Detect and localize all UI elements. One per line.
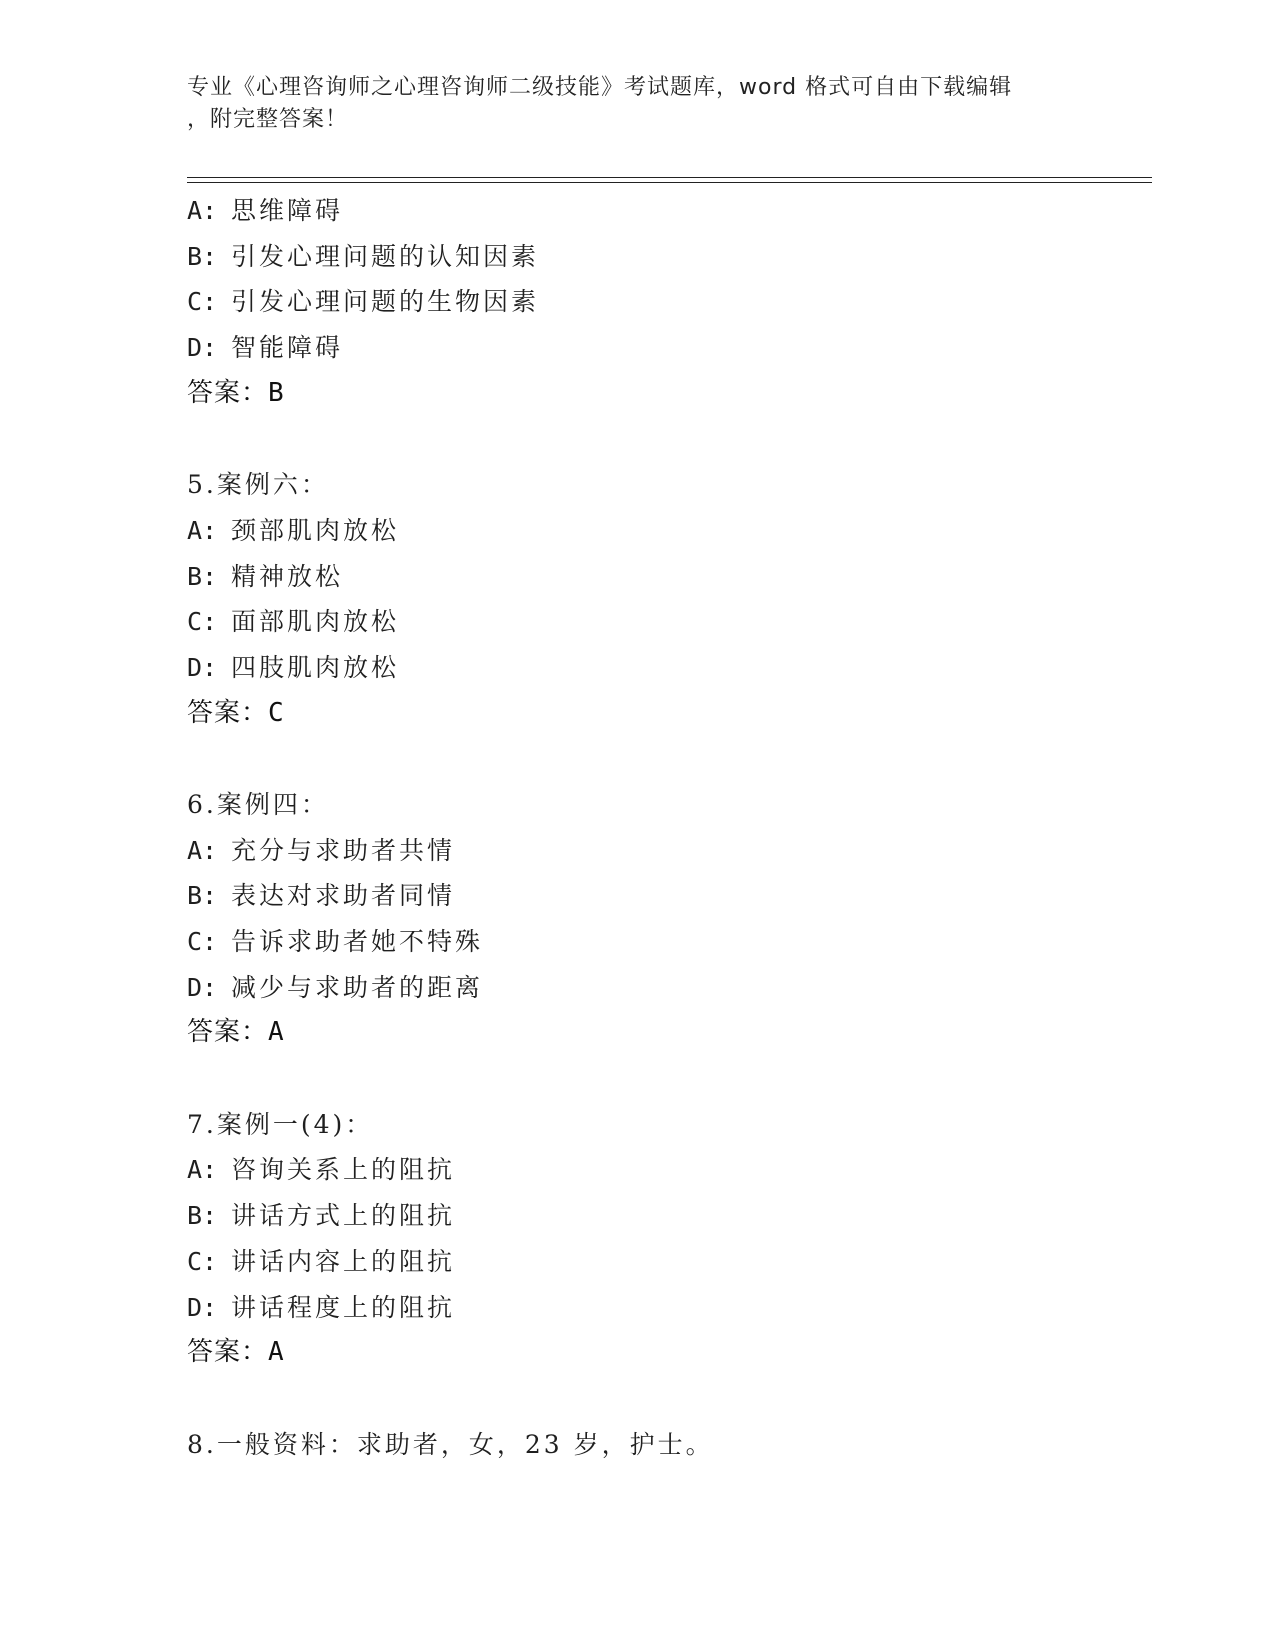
- answer-value: C: [268, 697, 285, 728]
- option-text: 精神放松: [231, 561, 344, 591]
- option-text: 告诉求助者她不特殊: [231, 927, 484, 956]
- option-letter: B:: [187, 561, 218, 591]
- option-letter: D:: [187, 333, 218, 363]
- option-text: 引发心理问题的生物因素: [231, 287, 540, 317]
- option-text: 减少与求助者的距离: [231, 972, 484, 1002]
- option-d: [187, 965, 1147, 1011]
- option-c: [187, 1239, 1147, 1285]
- answer-line: [187, 1010, 1147, 1056]
- option-d: [187, 645, 1147, 691]
- option-letter: C:: [187, 1246, 218, 1276]
- option-letter: D:: [187, 1292, 218, 1322]
- header-divider-bottom: [187, 182, 1152, 183]
- option-letter: A:: [187, 1155, 218, 1185]
- answer-line: [187, 371, 1147, 417]
- option-text: 智能障碍: [231, 333, 344, 363]
- option-d: [187, 1285, 1147, 1331]
- option-text: 表达对求助者同情: [231, 881, 456, 911]
- option-letter: C:: [187, 607, 218, 637]
- answer-line: [187, 1330, 1147, 1376]
- spacer: [187, 416, 1147, 462]
- question-title: 7.案例一(4)：: [187, 1109, 374, 1139]
- option-b: [187, 234, 1147, 280]
- option-b: [187, 873, 1147, 919]
- option-text: 讲话程度上的阻抗: [231, 1292, 456, 1322]
- option-letter: A:: [187, 515, 218, 545]
- header-line-2: ，附完整答案！: [187, 107, 349, 132]
- option-c: [187, 919, 1147, 965]
- option-text: 咨询关系上的阻抗: [231, 1155, 456, 1185]
- answer-label: 答案：: [187, 1337, 269, 1368]
- option-b: [187, 1193, 1147, 1239]
- answer-value: A: [268, 1017, 285, 1048]
- question-title: 5.案例六：: [187, 470, 329, 500]
- option-letter: A:: [187, 835, 218, 865]
- option-letter: B:: [187, 1201, 218, 1231]
- answer-value: B: [268, 377, 285, 408]
- option-a: [187, 188, 1147, 234]
- option-text: 颈部肌肉放松: [231, 515, 400, 545]
- spacer: [187, 1056, 1147, 1102]
- option-letter: A:: [187, 196, 218, 225]
- document-header: [187, 72, 1087, 136]
- answer-label: 答案：: [187, 697, 269, 728]
- option-text: 四肢肌肉放松: [231, 652, 400, 682]
- option-text: 讲话内容上的阻抗: [231, 1246, 456, 1276]
- option-text: 讲话方式上的阻抗: [231, 1201, 456, 1231]
- option-letter: B:: [187, 241, 218, 271]
- option-b: [187, 554, 1147, 600]
- option-a: [187, 828, 1147, 874]
- answer-label: 答案：: [187, 377, 269, 408]
- answer-line: [187, 691, 1147, 737]
- answer-label: 答案：: [187, 1017, 269, 1048]
- option-letter: D:: [187, 652, 218, 682]
- option-letter: D:: [187, 972, 218, 1002]
- spacer: [187, 1376, 1147, 1422]
- question-title: 8.一般资料：求助者，女，23 岁，护士。: [187, 1429, 714, 1459]
- question-title: 6.案例四：: [187, 789, 329, 819]
- option-d: [187, 325, 1147, 371]
- option-c: [187, 279, 1147, 325]
- option-text: 引发心理问题的认知因素: [231, 241, 540, 271]
- option-text: 思维障碍: [231, 196, 344, 225]
- spacer: [187, 736, 1147, 782]
- header-line-1: 专业《心理咨询师之心理咨询师二级技能》考试题库，word 格式可自由下载编辑: [187, 75, 1013, 100]
- answer-value: A: [268, 1337, 285, 1368]
- question-list: [187, 188, 1147, 1467]
- option-letter: C:: [187, 927, 218, 956]
- option-text: 面部肌肉放松: [231, 607, 400, 637]
- option-c: [187, 599, 1147, 645]
- option-letter: C:: [187, 287, 218, 317]
- option-letter: B:: [187, 881, 218, 911]
- option-a: [187, 1147, 1147, 1193]
- option-text: 充分与求助者共情: [231, 835, 456, 865]
- header-divider-top: [187, 177, 1152, 178]
- option-a: [187, 508, 1147, 554]
